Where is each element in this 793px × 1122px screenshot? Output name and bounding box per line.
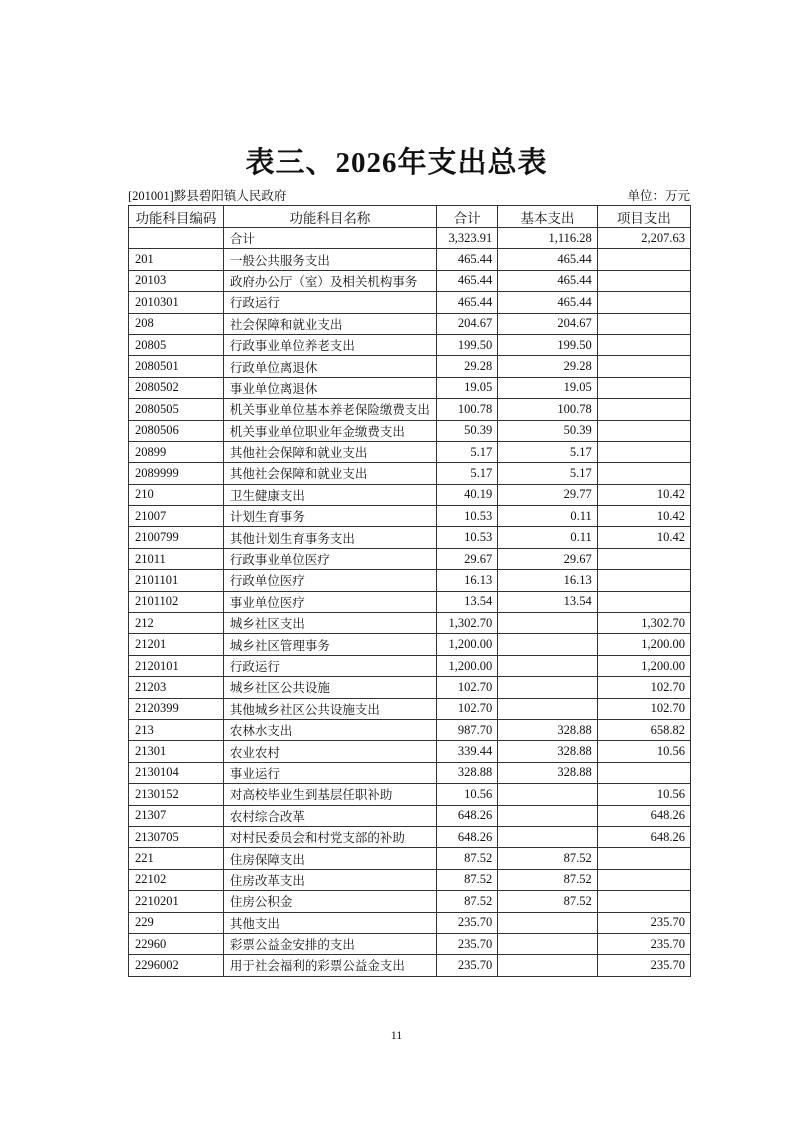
- cell-total: 16.13: [436, 570, 497, 591]
- cell-total: 339.44: [436, 741, 497, 762]
- cell-code: 2080505: [129, 399, 224, 420]
- cell-name: 政府办公厅（室）及相关机构事务: [223, 270, 436, 291]
- cell-code: 20805: [129, 334, 224, 355]
- table-row: [129, 826, 691, 847]
- cell-basic: 87.52: [498, 891, 598, 912]
- cell-code: 2130152: [129, 784, 224, 805]
- cell-project: 102.70: [597, 698, 690, 719]
- cell-project: [597, 570, 690, 591]
- cell-total: 1,302.70: [436, 613, 497, 634]
- cell-name: 其他支出: [223, 912, 436, 933]
- cell-code: 21301: [129, 741, 224, 762]
- cell-basic: [498, 613, 598, 634]
- table-row: [129, 249, 691, 270]
- cell-total: 1,200.00: [436, 634, 497, 655]
- cell-name: 城乡社区管理事务: [223, 634, 436, 655]
- cell-name: 一般公共服务支出: [223, 249, 436, 270]
- cell-code: 210: [129, 484, 224, 505]
- table-row: [129, 377, 691, 398]
- table-row: [129, 613, 691, 634]
- table-row: [129, 441, 691, 462]
- organization-label: [201001]黟县碧阳镇人民政府: [128, 189, 287, 203]
- cell-project: 10.56: [597, 741, 690, 762]
- cell-basic: 0.11: [498, 506, 598, 527]
- cell-name: 用于社会福利的彩票公益金支出: [223, 955, 436, 976]
- cell-basic: 50.39: [498, 420, 598, 441]
- cell-basic: [498, 655, 598, 676]
- cell-project: 2,207.63: [597, 228, 690, 249]
- cell-project: [597, 591, 690, 612]
- cell-name: 事业运行: [223, 762, 436, 783]
- cell-project: [597, 869, 690, 890]
- table-row: [129, 869, 691, 890]
- cell-project: [597, 891, 690, 912]
- cell-project: [597, 762, 690, 783]
- table-row: [129, 527, 691, 548]
- unit-label: 单位：万元: [627, 189, 690, 203]
- cell-project: 235.70: [597, 933, 690, 954]
- table-row: [129, 463, 691, 484]
- table-row: [129, 399, 691, 420]
- table-row: [129, 506, 691, 527]
- cell-total: 102.70: [436, 698, 497, 719]
- table-row: [129, 313, 691, 334]
- cell-name: 住房改革支出: [223, 869, 436, 890]
- cell-total: 1,200.00: [436, 655, 497, 676]
- cell-total: 19.05: [436, 377, 497, 398]
- cell-project: [597, 848, 690, 869]
- table-row: [129, 912, 691, 933]
- cell-name: 对高校毕业生到基层任职补助: [223, 784, 436, 805]
- cell-name: 行政运行: [223, 292, 436, 313]
- table-row: [129, 356, 691, 377]
- cell-project: [597, 270, 690, 291]
- cell-name: 事业单位离退休: [223, 377, 436, 398]
- cell-total: 29.67: [436, 548, 497, 569]
- cell-project: 1,302.70: [597, 613, 690, 634]
- cell-project: 235.70: [597, 912, 690, 933]
- cell-project: [597, 377, 690, 398]
- cell-basic: [498, 784, 598, 805]
- cell-project: 648.26: [597, 826, 690, 847]
- cell-name: 社会保障和就业支出: [223, 313, 436, 334]
- table-row: [129, 420, 691, 441]
- cell-basic: 87.52: [498, 869, 598, 890]
- table-row: [129, 292, 691, 313]
- cell-basic: 29.77: [498, 484, 598, 505]
- cell-project: 10.42: [597, 484, 690, 505]
- cell-name: 卫生健康支出: [223, 484, 436, 505]
- cell-name: 城乡社区公共设施: [223, 677, 436, 698]
- cell-total: 87.52: [436, 848, 497, 869]
- cell-name: 计划生育事务: [223, 506, 436, 527]
- cell-total: 29.28: [436, 356, 497, 377]
- cell-project: [597, 249, 690, 270]
- cell-name: 机关事业单位职业年金缴费支出: [223, 420, 436, 441]
- cell-project: [597, 356, 690, 377]
- table-meta: [128, 186, 690, 204]
- table-row: [129, 805, 691, 826]
- cell-name: 其他计划生育事务支出: [223, 527, 436, 548]
- cell-basic: 5.17: [498, 441, 598, 462]
- cell-name: 农林水支出: [223, 719, 436, 740]
- table-row: [129, 484, 691, 505]
- cell-code: 2089999: [129, 463, 224, 484]
- cell-code: 21007: [129, 506, 224, 527]
- cell-total: 235.70: [436, 933, 497, 954]
- column-header-name: 功能科目名称: [223, 206, 436, 228]
- cell-name: 其他社会保障和就业支出: [223, 463, 436, 484]
- cell-name: 农业农村: [223, 741, 436, 762]
- cell-total: 10.53: [436, 527, 497, 548]
- cell-basic: [498, 634, 598, 655]
- cell-name: 其他城乡社区公共设施支出: [223, 698, 436, 719]
- cell-project: 1,200.00: [597, 655, 690, 676]
- table-row: [129, 762, 691, 783]
- cell-total: 3,323.91: [436, 228, 497, 249]
- cell-code: 2101102: [129, 591, 224, 612]
- cell-code: 22960: [129, 933, 224, 954]
- table-row: [129, 891, 691, 912]
- cell-project: [597, 399, 690, 420]
- cell-basic: [498, 805, 598, 826]
- table-row: [129, 228, 691, 249]
- page-number: 11: [390, 1028, 403, 1042]
- cell-total: 648.26: [436, 826, 497, 847]
- cell-code: 2120399: [129, 698, 224, 719]
- cell-basic: 29.28: [498, 356, 598, 377]
- cell-name: 事业单位医疗: [223, 591, 436, 612]
- column-header-code: 功能科目编码: [129, 206, 224, 228]
- table-row: [129, 270, 691, 291]
- table-row: [129, 548, 691, 569]
- cell-basic: 5.17: [498, 463, 598, 484]
- cell-basic: [498, 826, 598, 847]
- cell-total: 87.52: [436, 891, 497, 912]
- cell-project: 648.26: [597, 805, 690, 826]
- cell-code: 212: [129, 613, 224, 634]
- cell-project: 10.42: [597, 527, 690, 548]
- cell-code: 213: [129, 719, 224, 740]
- cell-project: 102.70: [597, 677, 690, 698]
- cell-basic: 0.11: [498, 527, 598, 548]
- cell-code: 21307: [129, 805, 224, 826]
- cell-project: [597, 420, 690, 441]
- cell-basic: 328.88: [498, 762, 598, 783]
- cell-basic: 328.88: [498, 741, 598, 762]
- cell-project: 10.56: [597, 784, 690, 805]
- cell-basic: [498, 912, 598, 933]
- table-row: [129, 933, 691, 954]
- cell-code: 229: [129, 912, 224, 933]
- table-body: [129, 228, 691, 977]
- cell-total: 40.19: [436, 484, 497, 505]
- table-row: [129, 955, 691, 976]
- cell-basic: 465.44: [498, 270, 598, 291]
- table-row: [129, 334, 691, 355]
- cell-name: 住房保障支出: [223, 848, 436, 869]
- cell-project: 658.82: [597, 719, 690, 740]
- cell-code: 20899: [129, 441, 224, 462]
- cell-total: 648.26: [436, 805, 497, 826]
- column-header-basic: 基本支出: [498, 206, 598, 228]
- cell-total: 13.54: [436, 591, 497, 612]
- cell-code: 2010301: [129, 292, 224, 313]
- column-header-project: 项目支出: [597, 206, 690, 228]
- table-row: [129, 570, 691, 591]
- cell-total: 328.88: [436, 762, 497, 783]
- cell-code: 221: [129, 848, 224, 869]
- cell-total: 102.70: [436, 677, 497, 698]
- cell-name: 农村综合改革: [223, 805, 436, 826]
- cell-name: 合计: [223, 228, 436, 249]
- cell-name: 行政单位医疗: [223, 570, 436, 591]
- cell-basic: 100.78: [498, 399, 598, 420]
- cell-code: 21201: [129, 634, 224, 655]
- cell-total: 5.17: [436, 441, 497, 462]
- cell-code: 2296002: [129, 955, 224, 976]
- cell-code: 2120101: [129, 655, 224, 676]
- cell-basic: 87.52: [498, 848, 598, 869]
- table-row: [129, 698, 691, 719]
- cell-name: 机关事业单位基本养老保险缴费支出: [223, 399, 436, 420]
- cell-project: [597, 548, 690, 569]
- cell-project: [597, 292, 690, 313]
- cell-project: 10.42: [597, 506, 690, 527]
- cell-total: 10.53: [436, 506, 497, 527]
- table-row: [129, 655, 691, 676]
- cell-basic: 204.67: [498, 313, 598, 334]
- cell-name: 彩票公益金安排的支出: [223, 933, 436, 954]
- page-title: 表三、2026年支出总表: [245, 147, 548, 179]
- cell-project: [597, 463, 690, 484]
- cell-basic: 465.44: [498, 292, 598, 313]
- cell-project: [597, 313, 690, 334]
- cell-code: 208: [129, 313, 224, 334]
- column-header-total: 合计: [436, 206, 497, 228]
- cell-code: 2080506: [129, 420, 224, 441]
- table-row: [129, 591, 691, 612]
- cell-basic: 16.13: [498, 570, 598, 591]
- cell-name: 其他社会保障和就业支出: [223, 441, 436, 462]
- cell-total: 10.56: [436, 784, 497, 805]
- cell-basic: [498, 955, 598, 976]
- table-row: [129, 719, 691, 740]
- cell-name: 对村民委员会和村党支部的补助: [223, 826, 436, 847]
- table-row: [129, 741, 691, 762]
- cell-total: 87.52: [436, 869, 497, 890]
- cell-code: 2100799: [129, 527, 224, 548]
- cell-total: 987.70: [436, 719, 497, 740]
- cell-name: 行政事业单位医疗: [223, 548, 436, 569]
- cell-code: 2210201: [129, 891, 224, 912]
- cell-code: 2130104: [129, 762, 224, 783]
- cell-name: 行政事业单位养老支出: [223, 334, 436, 355]
- table-row: [129, 848, 691, 869]
- cell-total: 100.78: [436, 399, 497, 420]
- table-row: [129, 784, 691, 805]
- cell-name: 行政单位离退休: [223, 356, 436, 377]
- cell-code: 2130705: [129, 826, 224, 847]
- cell-basic: 1,116.28: [498, 228, 598, 249]
- cell-basic: 199.50: [498, 334, 598, 355]
- cell-total: 465.44: [436, 270, 497, 291]
- cell-basic: 328.88: [498, 719, 598, 740]
- table-row: [129, 677, 691, 698]
- cell-code: 201: [129, 249, 224, 270]
- cell-project: [597, 441, 690, 462]
- cell-total: 204.67: [436, 313, 497, 334]
- cell-code: 20103: [129, 270, 224, 291]
- cell-basic: 465.44: [498, 249, 598, 270]
- cell-total: 465.44: [436, 292, 497, 313]
- cell-total: 199.50: [436, 334, 497, 355]
- cell-code: [129, 228, 224, 249]
- cell-code: 2080502: [129, 377, 224, 398]
- cell-code: 22102: [129, 869, 224, 890]
- cell-total: 235.70: [436, 912, 497, 933]
- cell-project: 1,200.00: [597, 634, 690, 655]
- cell-basic: [498, 698, 598, 719]
- cell-basic: 19.05: [498, 377, 598, 398]
- cell-name: 城乡社区支出: [223, 613, 436, 634]
- cell-basic: 29.67: [498, 548, 598, 569]
- cell-name: 行政运行: [223, 655, 436, 676]
- cell-project: 235.70: [597, 955, 690, 976]
- cell-total: 50.39: [436, 420, 497, 441]
- cell-project: [597, 334, 690, 355]
- cell-total: 235.70: [436, 955, 497, 976]
- cell-code: 2080501: [129, 356, 224, 377]
- cell-basic: [498, 677, 598, 698]
- cell-name: 住房公积金: [223, 891, 436, 912]
- table-row: [129, 634, 691, 655]
- table-header-row: [129, 206, 691, 228]
- cell-basic: 13.54: [498, 591, 598, 612]
- cell-code: 21011: [129, 548, 224, 569]
- cell-code: 2101101: [129, 570, 224, 591]
- cell-basic: [498, 933, 598, 954]
- cell-total: 465.44: [436, 249, 497, 270]
- cell-code: 21203: [129, 677, 224, 698]
- expenditure-table: [128, 205, 691, 977]
- cell-total: 5.17: [436, 463, 497, 484]
